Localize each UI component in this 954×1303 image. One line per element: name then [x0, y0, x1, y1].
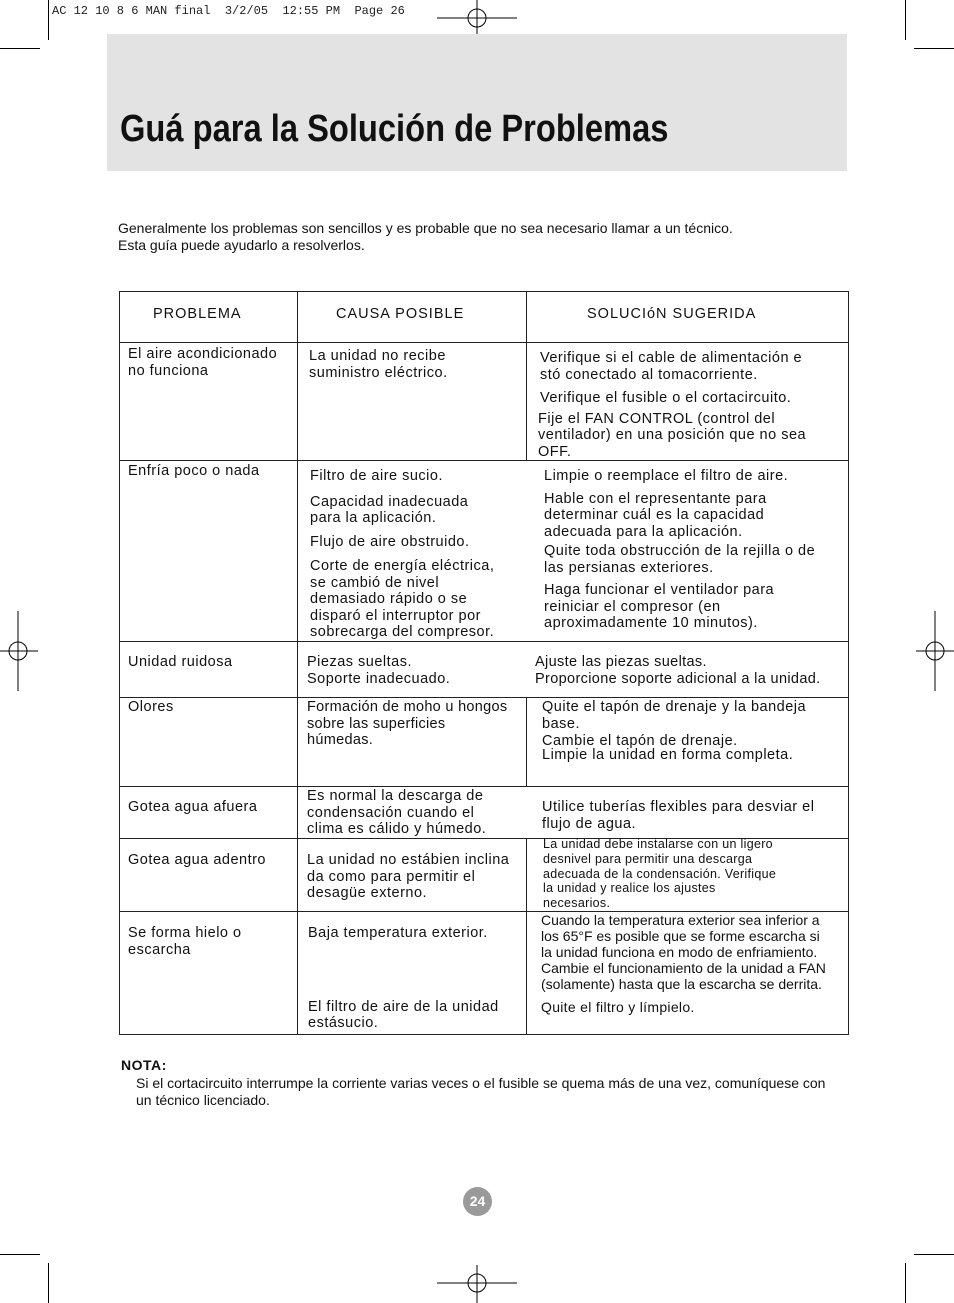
solution-text: Quite el tapón de drenaje y la bandeja base.	[542, 699, 807, 732]
header-causa: CAUSA POSIBLE	[336, 306, 465, 322]
solution-text: Quite toda obstrucción de la rejilla o de las persianas exteriores.	[544, 543, 816, 576]
problem-text: Enfría poco o nada	[128, 463, 260, 479]
solution-cell	[542, 699, 846, 769]
table-border	[119, 291, 120, 1035]
cause-text: Es normal la descarga de condensación cuando el clima es cálido y húmedo.	[307, 788, 487, 837]
cause-cell	[307, 788, 526, 845]
solution-cell	[535, 654, 848, 694]
cause-text: El filtro de aire de la unidad estásucio.	[308, 998, 499, 1031]
row-divider	[119, 697, 849, 698]
problem-cell	[128, 925, 296, 965]
solution-cell	[541, 912, 847, 1022]
solution-text: Cambie el tapón de drenaje. Limpie la unidad en forma completa.	[542, 733, 794, 763]
crop-mark	[914, 1254, 954, 1255]
crop-mark	[0, 48, 40, 49]
header-problema: PROBLEMA	[153, 306, 242, 322]
column-divider	[526, 291, 527, 342]
registration-mark-left	[0, 611, 40, 691]
problem-cell	[128, 799, 296, 823]
page-title: Guá para la Solución de Problemas	[120, 108, 669, 150]
solution-text: Haga funcionar el ventilador para reiniciar el compresor (en aproximadamente 10 minutos).	[544, 582, 775, 631]
note-text: Si el cortacircuito interrumpe la corriente varias veces o el fusible se quema más de una vez, comuníquese con un técnico licenciado.	[136, 1075, 826, 1108]
crop-mark	[914, 48, 954, 49]
column-divider	[526, 838, 527, 1034]
solution-text: Hable con el representante para determinar cuál es la capacidad adecuada para la aplicación.	[544, 490, 767, 540]
registration-mark-bottom	[437, 1263, 517, 1303]
problem-text: Unidad ruidosa	[128, 654, 233, 670]
cause-cell	[307, 654, 522, 694]
problem-cell	[128, 852, 296, 876]
crop-mark	[905, 1263, 906, 1303]
solution-text: Verifique el fusible o el cortacircuito.	[540, 390, 792, 406]
intro-line-1: Generalmente los problemas son sencillos y es probable que no sea necesario llamar a un técnico.	[118, 220, 733, 236]
problem-text: El aire acondicionado no funciona	[128, 346, 278, 379]
page-number-badge: 24	[463, 1187, 492, 1216]
solution-text: Limpie o reemplace el filtro de aire.	[544, 468, 789, 484]
solution-text: Fije el FAN CONTROL (control del ventilador) en una posición que no sea OFF.	[538, 410, 807, 460]
note-label: NOTA:	[121, 1057, 167, 1073]
solution-text: Ajuste las piezas sueltas. Proporcione soporte adicional a la unidad.	[535, 654, 821, 687]
cause-cell	[307, 699, 526, 756]
intro-line-2: Esta guía puede ayudarlo a resolverlos.	[118, 237, 365, 253]
solution-cell	[543, 837, 846, 918]
cause-text: Capacidad inadecuada para la aplicación.	[310, 493, 469, 526]
cause-text: Corte de energía eléctrica, se cambió de nivel demasiado rápido o se disparó el interruptor por sobrecarga del compresor.	[310, 558, 495, 640]
cause-cell	[308, 925, 526, 1039]
print-slug: AC 12 10 8 6 MAN final 3/2/05 12:55 PM Page 26	[52, 4, 405, 18]
problem-text: Olores	[128, 699, 174, 715]
row-divider	[119, 786, 849, 787]
cause-text: Piezas sueltas. Soporte inadecuado.	[307, 654, 451, 687]
problem-cell	[128, 654, 296, 678]
cause-text: Filtro de aire sucio.	[310, 468, 443, 484]
header-solucion: SOLUCIóN SUGERIDA	[587, 306, 757, 322]
cause-text: Flujo de aire obstruido.	[310, 533, 470, 550]
solution-cell	[542, 799, 846, 839]
table-border	[119, 291, 849, 292]
crop-mark	[48, 1263, 49, 1303]
solution-text: Quite el filtro y límpielo.	[541, 999, 695, 1015]
problem-text: Se forma hielo o escarcha	[128, 925, 242, 958]
column-divider	[526, 697, 527, 787]
intro-paragraph	[118, 220, 838, 254]
cause-text: La unidad no estábien inclina da como para permitir el desagüe externo.	[307, 852, 510, 901]
solution-text: Verifique si el cable de alimentación e stó conectado al tomacorriente.	[540, 350, 803, 383]
column-divider	[297, 291, 298, 1035]
troubleshooting-table	[119, 291, 849, 1035]
crop-mark	[0, 1254, 40, 1255]
solution-text: Utilice tuberías flexibles para desviar el flujo de agua.	[542, 799, 815, 832]
solution-cell	[544, 468, 846, 639]
solution-text: La unidad debe instalarse con un ligero desnivel para permitir una descarga adecuada de la condensación. Verifique la unidad y realice los ajustes necesarios.	[543, 837, 777, 911]
table-border	[848, 291, 849, 1035]
cause-cell	[307, 852, 526, 909]
registration-mark-right	[914, 611, 954, 691]
crop-mark	[905, 0, 906, 40]
solution-text: Cuando la temperatura exterior sea inferior a los 65°F es posible que se forme escarcha si la unidad funciona en modo de enfriamiento. Cambie el funcionamiento de la unidad a FAN (solamente) hasta que la escarcha se derrita.	[541, 912, 826, 992]
cause-text: Formación de moho u hongos sobre las superficies húmedas.	[307, 699, 508, 748]
solution-cell	[540, 350, 846, 467]
problem-cell	[128, 463, 296, 487]
crop-mark	[48, 0, 49, 40]
cause-text: La unidad no recibe suministro eléctrico.	[309, 348, 448, 381]
problem-cell	[128, 699, 296, 723]
problem-cell	[128, 346, 296, 386]
column-divider	[526, 342, 527, 461]
problem-text: Gotea agua afuera	[128, 799, 258, 815]
cause-text: Baja temperatura exterior.	[308, 925, 488, 941]
problem-text: Gotea agua adentro	[128, 852, 266, 868]
cause-cell	[310, 468, 525, 648]
row-divider	[119, 342, 849, 343]
cause-cell	[309, 348, 524, 388]
